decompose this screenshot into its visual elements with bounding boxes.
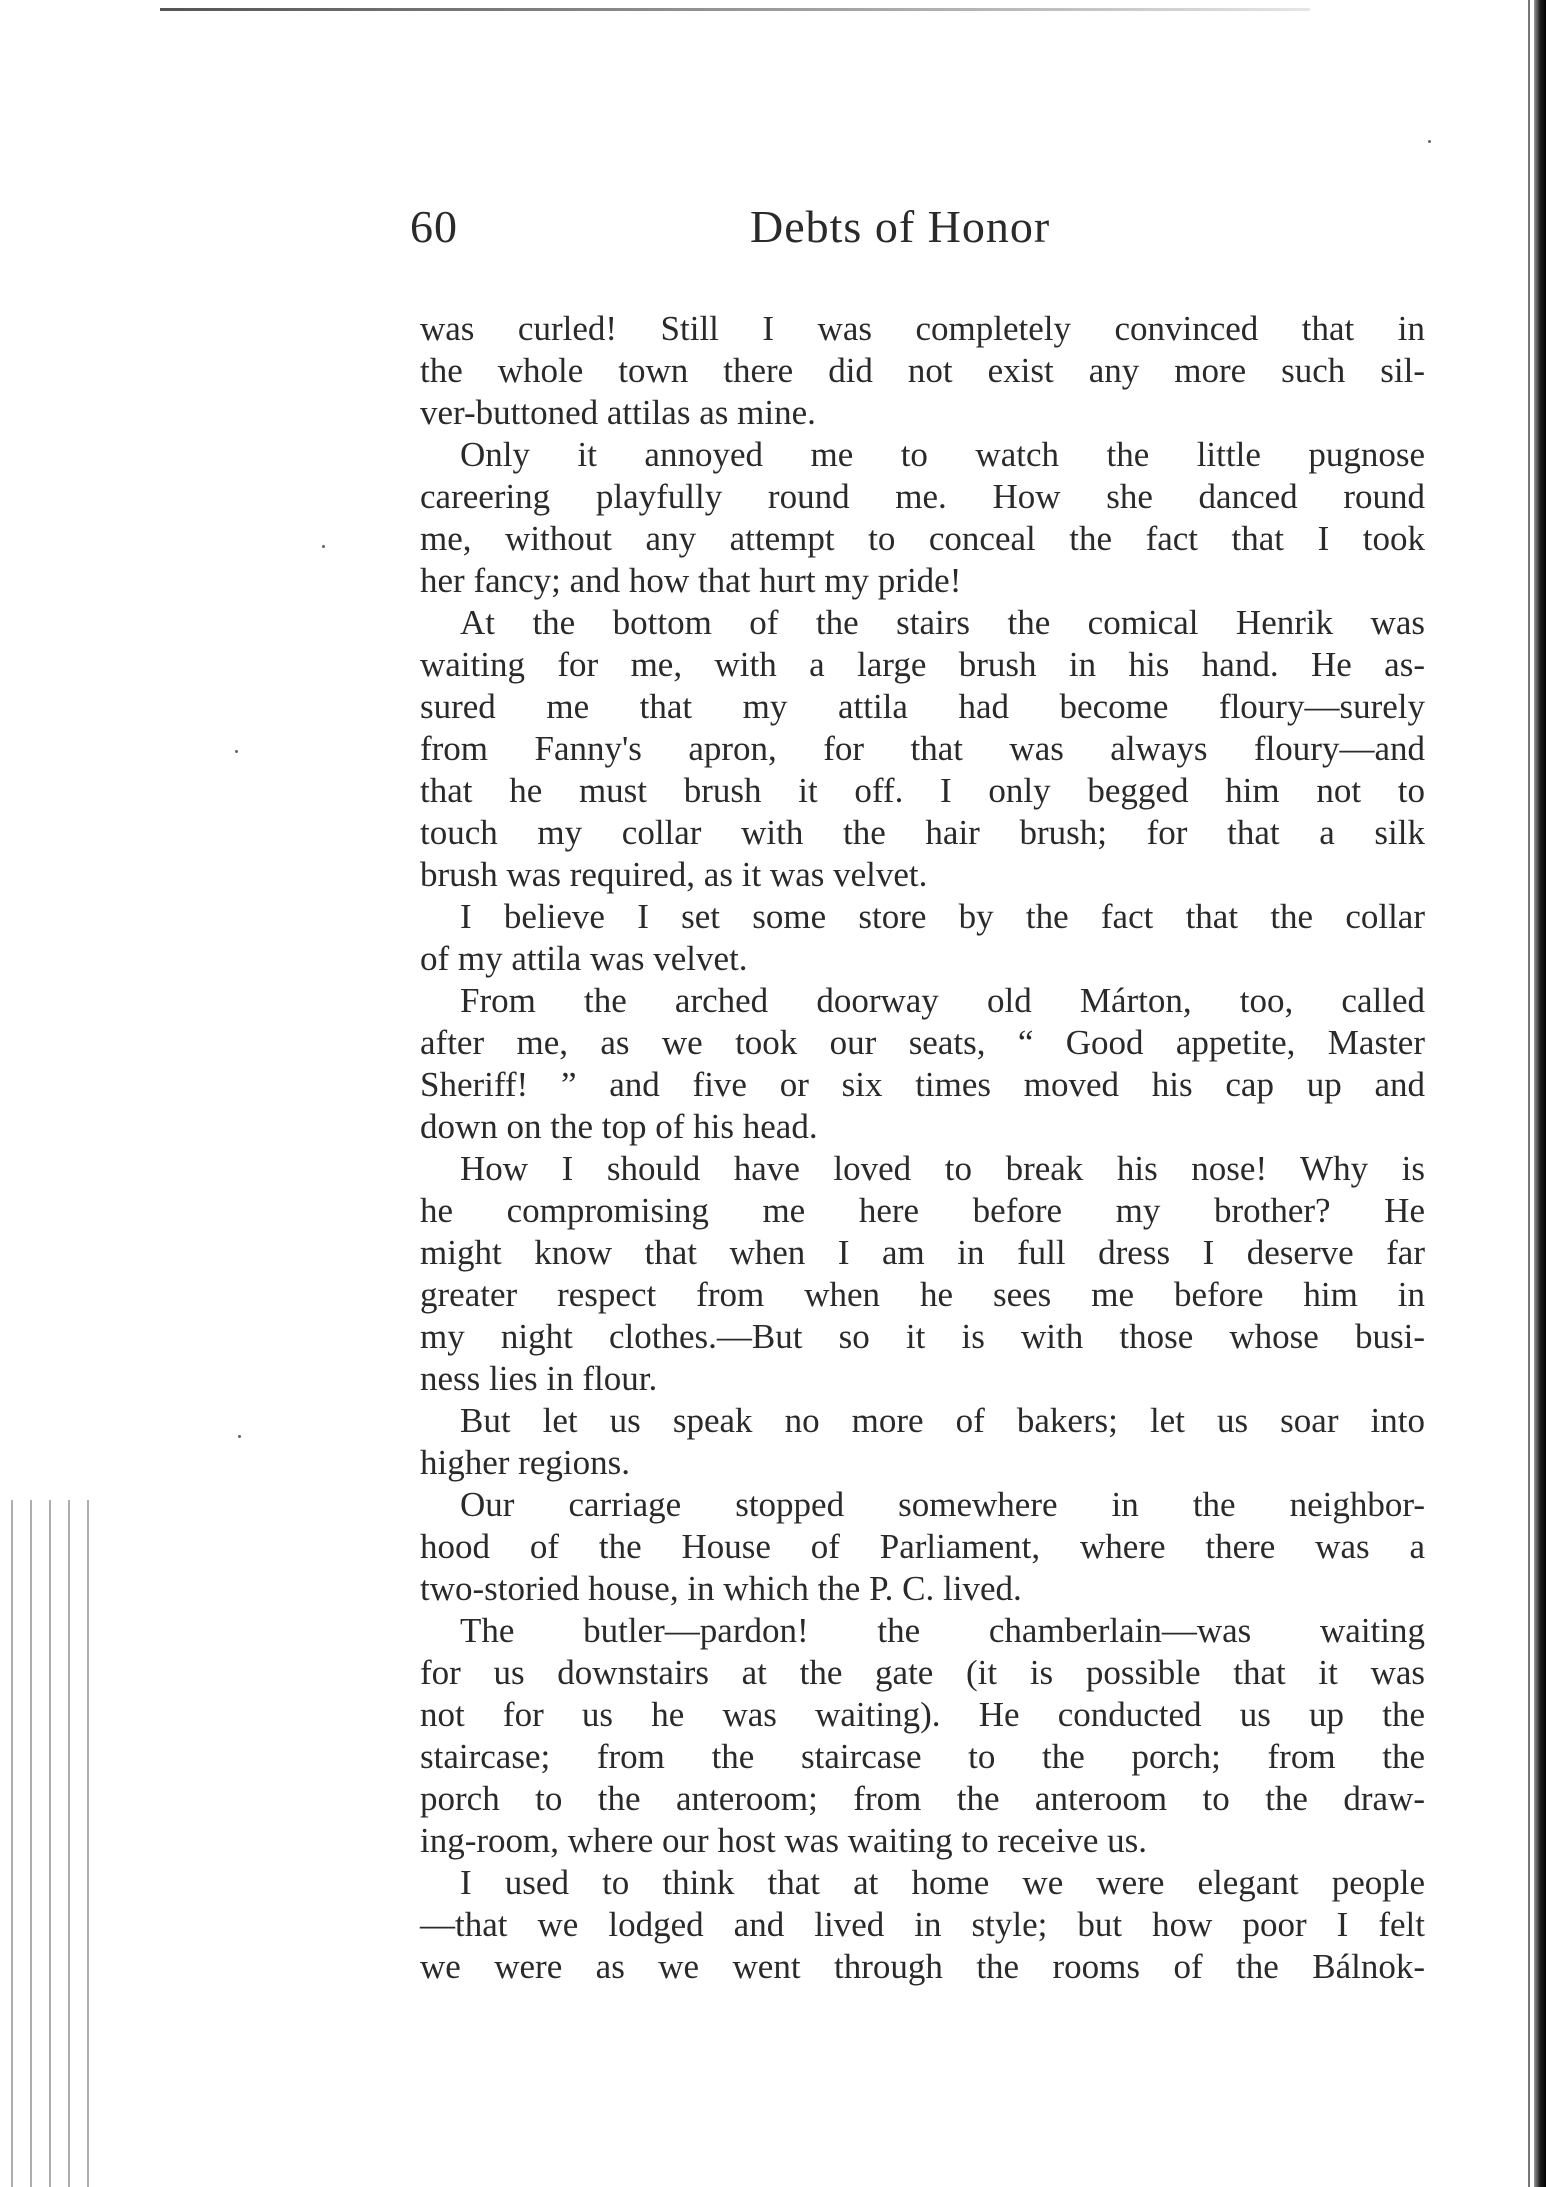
- scan-right-edge: [1534, 0, 1546, 2187]
- text-line: from Fanny's apron, for that was always floury—and: [420, 729, 1425, 768]
- text-line: he compromising me here before my brother? He: [420, 1191, 1425, 1230]
- text-line: careering playfully round me. How she danced round: [420, 477, 1425, 516]
- text-line: staircase; from the staircase to the porch; from the: [420, 1737, 1425, 1776]
- text-line: was curled! Still I was completely convinced that in: [420, 309, 1425, 348]
- text-line: we were as we went through the rooms of the Bálnok-: [420, 1947, 1425, 1986]
- text-line: the whole town there did not exist any more such sil-: [420, 351, 1425, 390]
- scan-speck: [235, 750, 238, 753]
- text-line: ver-buttoned attilas as mine.: [420, 393, 816, 432]
- text-line: ing-room, where our host was waiting to receive us.: [420, 1821, 1148, 1860]
- text-line: her fancy; and how that hurt my pride!: [420, 561, 962, 600]
- scan-speck: [238, 1435, 241, 1438]
- page-header: [410, 200, 1450, 260]
- text-line: porch to the anteroom; from the anteroom to the draw-: [420, 1779, 1425, 1818]
- scan-speck: [1428, 140, 1431, 143]
- text-line: At the bottom of the stairs the comical Henrik was: [460, 603, 1425, 642]
- text-line: touch my collar with the hair brush; for that a silk: [420, 813, 1425, 852]
- text-line: sured me that my attila had become floury—surely: [420, 687, 1425, 726]
- scan-left-edge: [4, 1500, 94, 2187]
- text-line: ness lies in flour.: [420, 1359, 658, 1398]
- text-line: greater respect from when he sees me before him in: [420, 1275, 1425, 1314]
- text-line: Our carriage stopped somewhere in the neighbor-: [460, 1485, 1425, 1524]
- text-line: two-storied house, in which the P. C. lived.: [420, 1569, 1022, 1608]
- text-line: that he must brush it off. I only begged him not to: [420, 771, 1425, 810]
- text-line: down on the top of his head.: [420, 1107, 818, 1146]
- text-line: From the arched doorway old Márton, too, called: [460, 981, 1425, 1020]
- text-line: me, without any attempt to conceal the fact that I took: [420, 519, 1425, 558]
- text-line: But let us speak no more of bakers; let us soar into: [460, 1401, 1425, 1440]
- scan-speck: [322, 545, 325, 548]
- text-line: The butler—pardon! the chamberlain—was waiting: [460, 1611, 1425, 1650]
- running-title: Debts of Honor: [750, 201, 1051, 252]
- page-number: 60: [410, 201, 458, 252]
- text-line: brush was required, as it was velvet.: [420, 855, 928, 894]
- text-line: I used to think that at home we were elegant people: [460, 1863, 1425, 1902]
- text-line: higher regions.: [420, 1443, 630, 1482]
- text-line: —that we lodged and lived in style; but how poor I felt: [420, 1905, 1425, 1944]
- text-line: my night clothes.—But so it is with those whose busi-: [420, 1317, 1425, 1356]
- body-text: [420, 308, 1425, 1988]
- text-line: How I should have loved to break his nose! Why is: [460, 1149, 1425, 1188]
- text-line: not for us he was waiting). He conducted us up the: [420, 1695, 1425, 1734]
- text-line: might know that when I am in full dress I deserve far: [420, 1233, 1425, 1272]
- text-line: of my attila was velvet.: [420, 939, 748, 978]
- text-line: Sheriff! ” and five or six times moved his cap up and: [420, 1065, 1425, 1104]
- text-line: for us downstairs at the gate (it is possible that it was: [420, 1653, 1425, 1692]
- scan-top-rule: [160, 8, 1310, 11]
- text-line: waiting for me, with a large brush in his hand. He as-: [420, 645, 1425, 684]
- scan-right-edge-line: [1528, 0, 1530, 2187]
- text-line: I believe I set some store by the fact that the collar: [460, 897, 1425, 936]
- text-line: after me, as we took our seats, “ Good appetite, Master: [420, 1023, 1425, 1062]
- text-line: Only it annoyed me to watch the little pugnose: [460, 435, 1425, 474]
- text-line: hood of the House of Parliament, where there was a: [420, 1527, 1425, 1566]
